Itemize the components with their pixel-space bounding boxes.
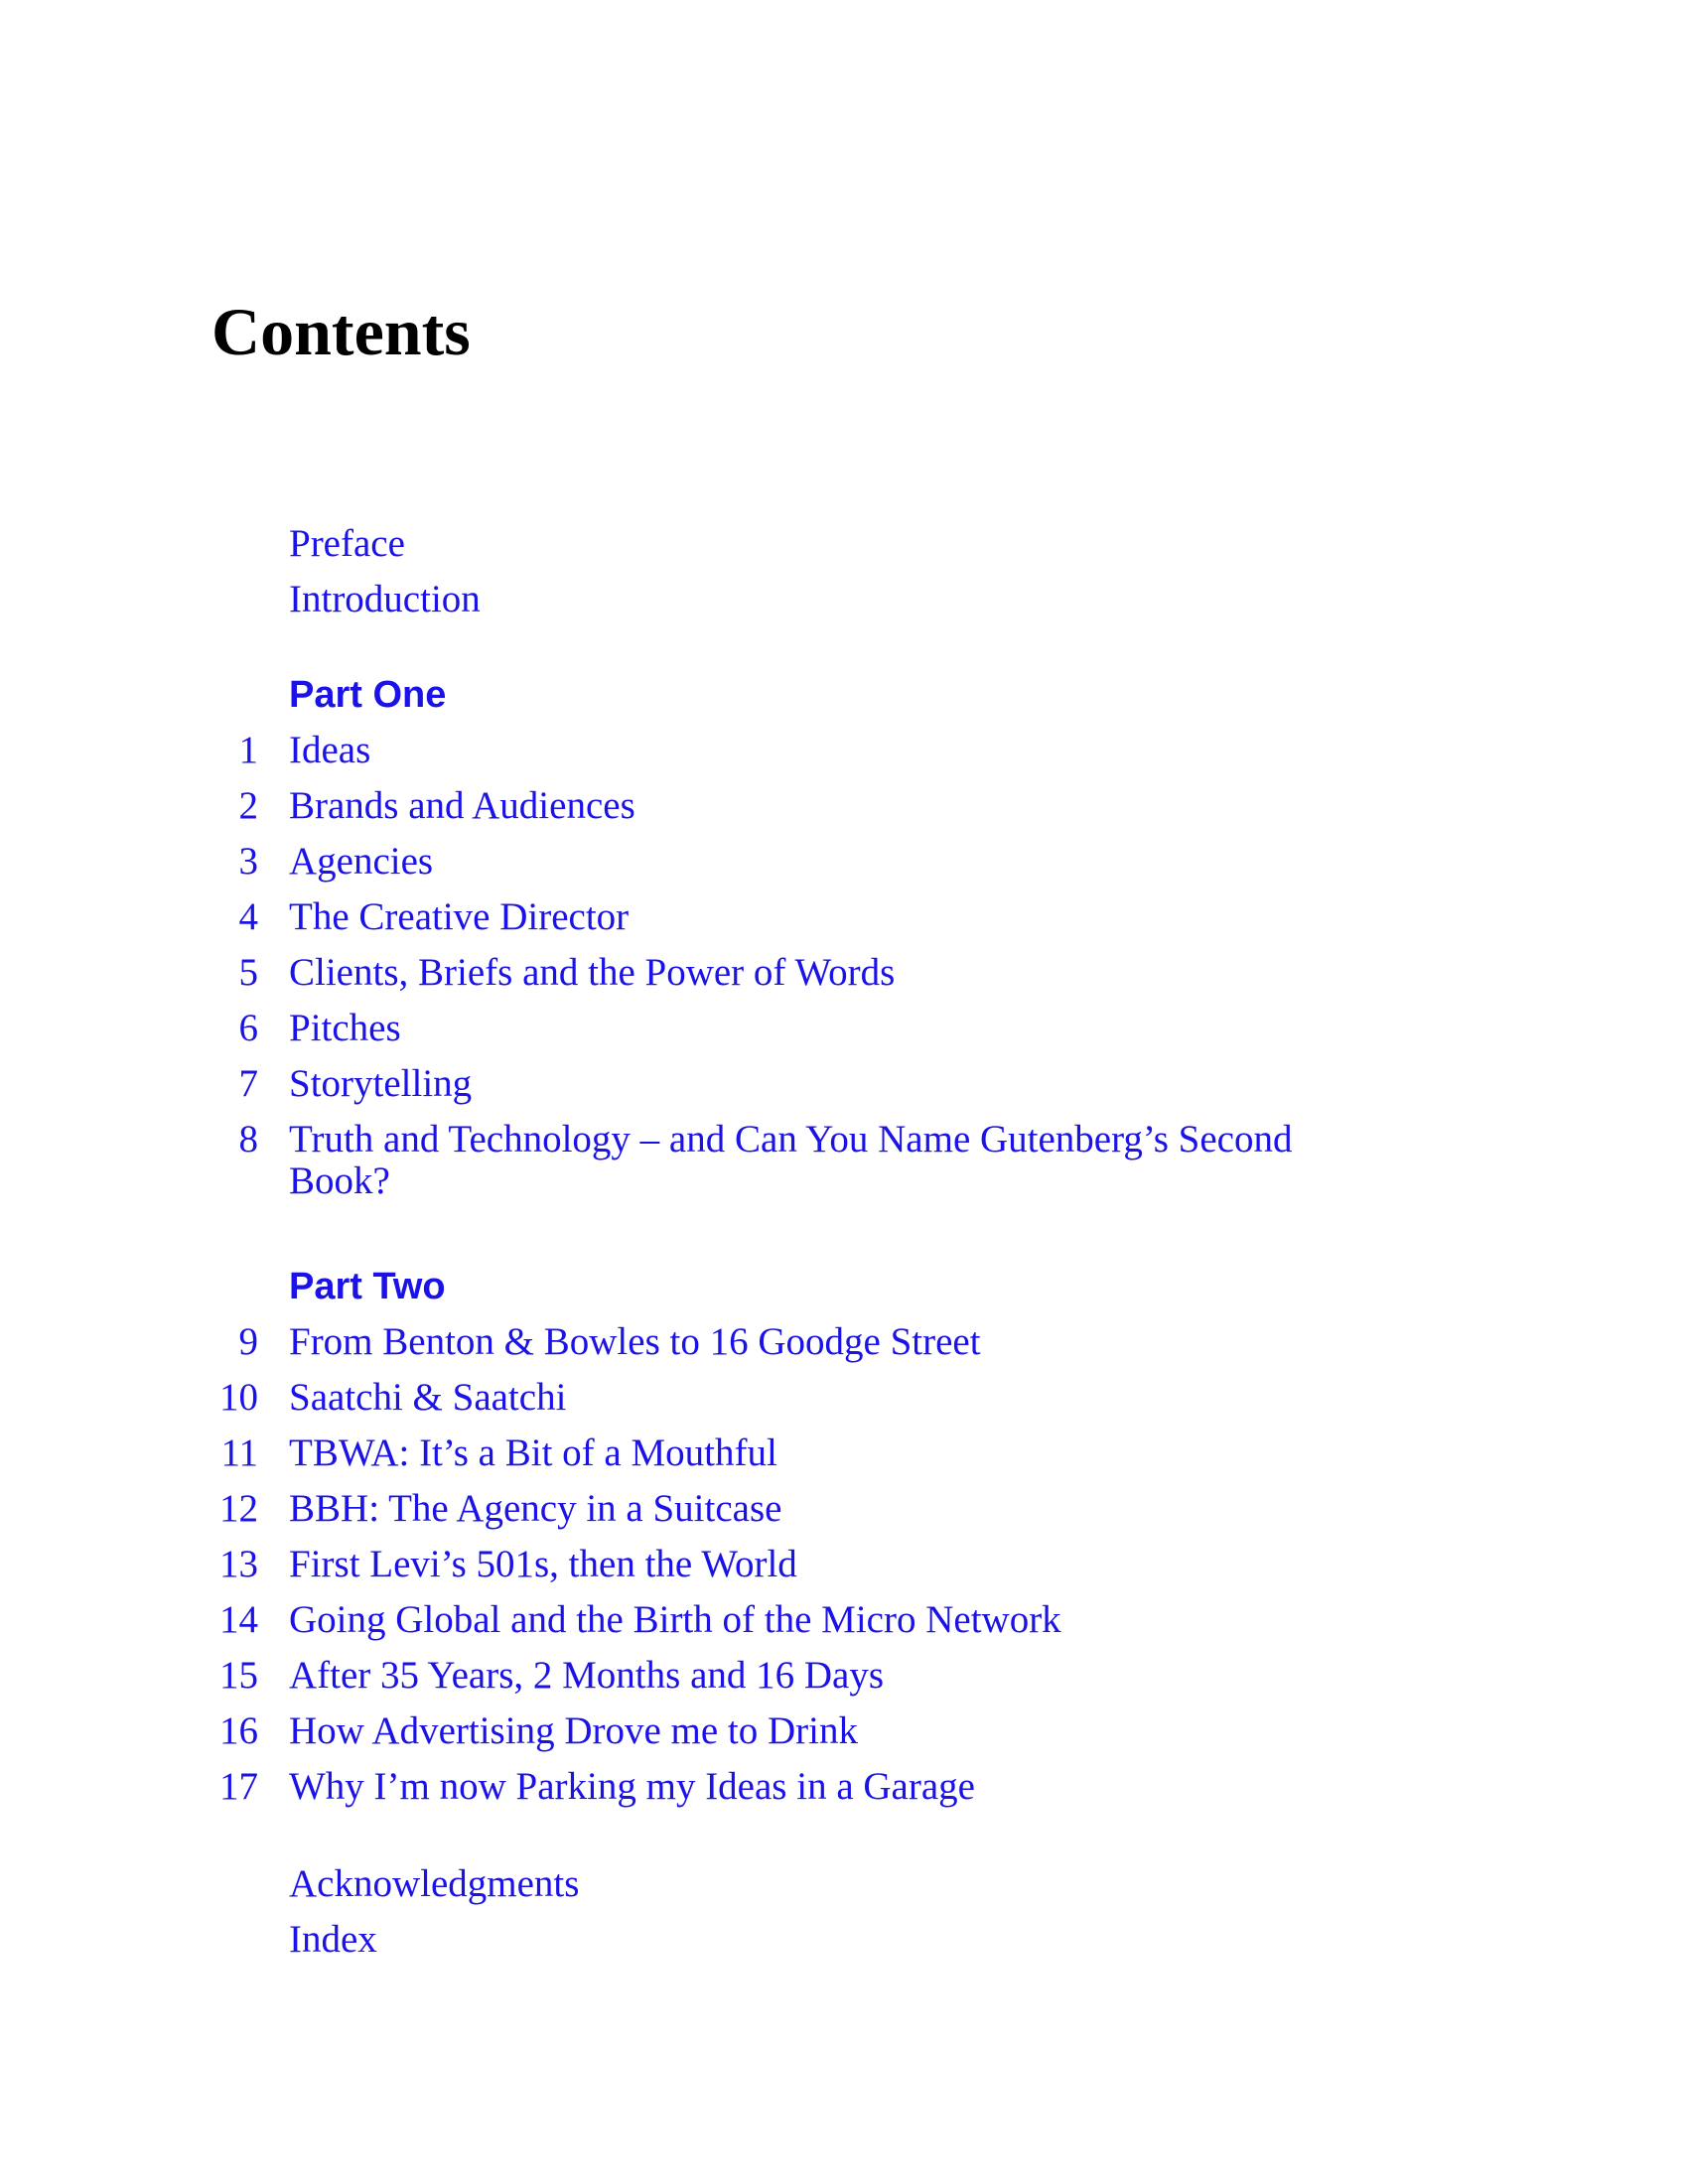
chapter-number: 8 bbox=[238, 1118, 258, 1160]
chapter-number: 1 bbox=[238, 729, 258, 771]
chapter-title[interactable]: Going Global and the Birth of the Micro Network bbox=[289, 1598, 1061, 1641]
chapter-title[interactable]: First Levi’s 501s, then the World bbox=[289, 1543, 797, 1585]
chapter-title[interactable]: TBWA: It’s a Bit of a Mouthful bbox=[289, 1432, 777, 1474]
chapter-number: 12 bbox=[219, 1487, 258, 1530]
chapter-title[interactable]: Agencies bbox=[289, 840, 434, 883]
part-one-heading[interactable]: Part One bbox=[289, 674, 447, 716]
chapter-title[interactable]: Why I’m now Parking my Ideas in a Garage bbox=[289, 1765, 975, 1808]
chapter-title[interactable]: Ideas bbox=[289, 729, 371, 771]
chapter-number: 17 bbox=[219, 1765, 258, 1808]
chapter-number: 2 bbox=[238, 784, 258, 827]
chapter-title[interactable]: Pitches bbox=[289, 1007, 401, 1049]
chapter-number: 7 bbox=[238, 1062, 258, 1105]
toc-entry-label[interactable]: Preface bbox=[289, 522, 405, 565]
chapter-number: 16 bbox=[219, 1709, 258, 1752]
chapter-title[interactable]: Truth and Technology – and Can You Name Gutenberg’s Second Book? bbox=[289, 1118, 1293, 1202]
chapter-number: 9 bbox=[238, 1320, 258, 1363]
chapter-number: 13 bbox=[219, 1543, 258, 1585]
chapter-number: 3 bbox=[238, 840, 258, 883]
chapter-number: 6 bbox=[238, 1007, 258, 1049]
toc-entry-label[interactable]: Acknowledgments bbox=[289, 1862, 580, 1905]
chapter-title[interactable]: The Creative Director bbox=[289, 895, 630, 938]
chapter-number: 5 bbox=[238, 951, 258, 994]
chapter-number: 10 bbox=[219, 1376, 258, 1419]
chapter-title[interactable]: From Benton & Bowles to 16 Goodge Street bbox=[289, 1320, 981, 1363]
chapter-title[interactable]: BBH: The Agency in a Suitcase bbox=[289, 1487, 782, 1530]
toc-entry-label[interactable]: Introduction bbox=[289, 578, 481, 620]
chapter-title[interactable]: Brands and Audiences bbox=[289, 784, 635, 827]
part-two-heading[interactable]: Part Two bbox=[289, 1266, 446, 1307]
page-title: Contents bbox=[211, 294, 471, 369]
chapter-number: 11 bbox=[220, 1432, 258, 1474]
chapter-title[interactable]: Clients, Briefs and the Power of Words bbox=[289, 951, 896, 994]
chapter-number: 15 bbox=[219, 1654, 258, 1697]
chapter-title[interactable]: After 35 Years, 2 Months and 16 Days bbox=[289, 1654, 885, 1697]
toc-entry-label[interactable]: Index bbox=[289, 1918, 377, 1961]
chapter-title[interactable]: Storytelling bbox=[289, 1062, 473, 1105]
chapter-number: 14 bbox=[219, 1598, 258, 1641]
chapter-title[interactable]: Saatchi & Saatchi bbox=[289, 1376, 567, 1419]
chapter-title[interactable]: How Advertising Drove me to Drink bbox=[289, 1709, 859, 1752]
chapter-number: 4 bbox=[238, 895, 258, 938]
